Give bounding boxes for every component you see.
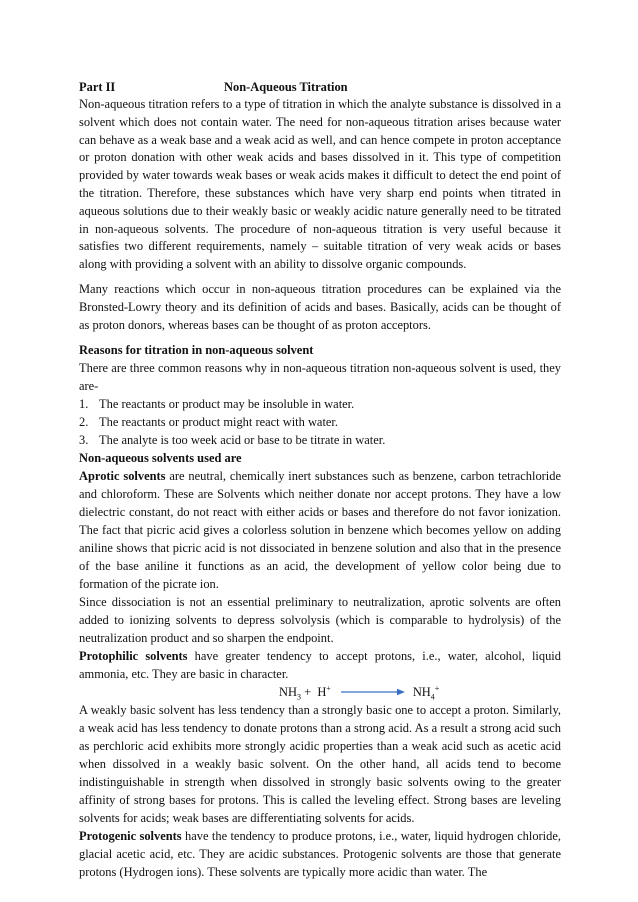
list-item-text: The reactants or product may be insoluble in water. (99, 397, 355, 412)
equation-product (413, 683, 439, 701)
list-item (79, 431, 561, 449)
equation-reactants (279, 683, 331, 701)
protophilic-term: Protophilic solvents (79, 649, 188, 664)
reasons-list (79, 395, 561, 449)
intro-paragraph-1: Non-aqueous titration refers to a type of titration in which the analyte substance is dissolved in a solvent which does not contain water. The need for non-aqueous titration arises because water can behave as a weak base and a weak acid as well, and can hence compete in proton acceptance or proton donation with other weak acids and bases dissolved in it. This type of competition provided by water towards weak bases or weak acids makes it difficult to detect the end point of the titration. Therefore, these substances which have very sharp end points when titrated in aqueous solutions due to their weakly basic or weakly acidic nature generally need to be titrated in non-aqueous solvents. The procedure of non-aqueous titration is very useful because it satisfies two different requirements, namely – suitable titration of very weak acids or bases along with providing a solvent with an ability to dissolve organic compounds. (79, 97, 561, 272)
protophilic-text: have greater tendency to accept protons, i.e., water, alcohol, liquid ammonia, etc. They are basic in character. (79, 649, 561, 682)
list-item (79, 395, 561, 413)
product-ammonium-subscript: 4 (430, 692, 435, 702)
product-ammonium: NH (412, 685, 431, 700)
aprotic-follow-paragraph: Since dissociation is not an essential preliminary to neutralization, aprotic solvents are often added to ionizing solvents to depress solvolysis (which is comparable to hydrolysis) of the neutralization product and so sharpen the endpoint. (79, 595, 561, 646)
reactant-proton-charge: + (326, 684, 331, 694)
list-item (79, 413, 561, 431)
section-title: Non-Aqueous Titration (224, 80, 348, 94)
protogenic-text: have the tendency to produce protons, i.e., water, liquid hydrogen chloride, glacial acetic acid, etc. They are acidic substances. Protogenic solvents are those that generate protons (Hydrogen ions). These solvents are typically more acidic than water. The (79, 829, 561, 880)
reactant-ammonia: NH (279, 685, 297, 700)
protophilic-paragraph (79, 647, 561, 683)
reaction-arrow-icon (341, 683, 405, 701)
aprotic-term: Aprotic solvents (79, 469, 166, 484)
protogenic-term: Protogenic solvents (79, 829, 182, 844)
list-item-number: 3. (79, 433, 89, 448)
protophilic-follow-paragraph: A weakly basic solvent has less tendency than a strongly basic one to accept a proton. Similarly, a weak acid has less tendency to donate protons than a strong acid. As a result a strong acid such as perchloric acid exhibits more strongly acidic properties than a weak acid such as acetic acid when dissolved in a weakly basic solvent. On the other hand, all acids tend to become indistinguishable in strength when dissolved in strongly basic solvents owing to the greater affinity of strong bases for protons. This is called the leveling effect. Strong bases are leveling solvents for acids; weak bases are differentiating solvents for acids. (79, 703, 561, 826)
reasons-heading: Reasons for titration in non-aqueous solvent (79, 343, 314, 358)
intro-paragraph-2: Many reactions which occur in non-aqueous titration procedures can be explained via the Bronsted-Lowry theory and its definition of acids and bases. Basically, acids can be thought of as proton donors, whereas bases can be thought of as proton acceptors. (79, 281, 561, 332)
list-item-number: 1. (79, 397, 89, 412)
aprotic-paragraph (79, 467, 561, 593)
plus-sign: + (304, 685, 312, 700)
protogenic-paragraph (79, 827, 561, 881)
section-heading-line (79, 78, 561, 96)
reasons-lead: There are three common reasons why in non-aqueous titration non-aqueous solvent is used, they are- (79, 361, 561, 394)
aprotic-text: are neutral, chemically inert substances such as benzene, carbon tetrachloride and chloroform. These are Solvents which neither donate nor accept protons. They have a low dielectric constant, do not react with either acids or bases and therefore do not favor ionization. The fact that picric acid gives a colorless solution in benzene which becomes yellow on adding aniline shows that picric acid is not dissociated in benzene solution and also that in the presence of the base aniline it functions as an acid, the development of yellow color being due to formation of the picrate ion. (79, 469, 561, 592)
list-item-text: The reactants or product might react with water. (99, 415, 338, 430)
reactant-ammonia-subscript: 3 (296, 692, 301, 702)
reactant-proton: H (317, 685, 327, 700)
part-label: Part II (79, 80, 116, 94)
page-content (79, 78, 561, 881)
solvents-heading: Non-aqueous solvents used are (79, 451, 242, 466)
list-item-number: 2. (79, 415, 89, 430)
product-ammonium-charge: + (434, 684, 440, 694)
chemical-equation (79, 683, 561, 701)
list-item-text: The analyte is too week acid or base to be titrate in water. (99, 433, 386, 448)
